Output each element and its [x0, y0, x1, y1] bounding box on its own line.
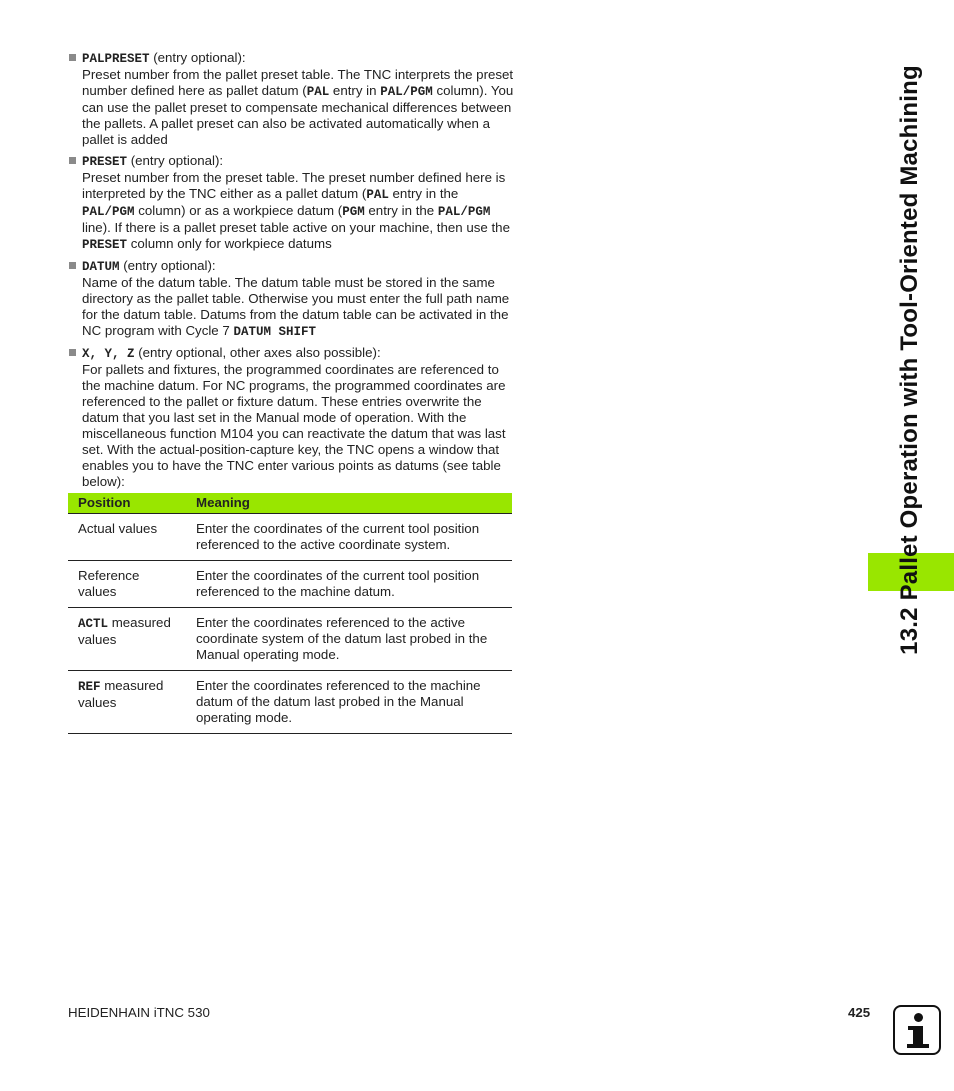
inline-code: PAL/PGM — [82, 205, 135, 219]
parameter-description — [82, 170, 514, 253]
position-cell — [68, 561, 186, 608]
list-item — [68, 258, 514, 340]
position-code: ACTL — [78, 617, 109, 631]
column-header-meaning: Meaning — [186, 493, 512, 514]
inline-code: PRESET — [82, 238, 128, 252]
table-body — [68, 514, 512, 734]
inline-code: DATUM SHIFT — [233, 325, 316, 339]
inline-code: PAL — [306, 85, 330, 99]
parameter-code: PRESET — [82, 155, 128, 169]
description-text: column only for workpiece datums — [127, 236, 332, 251]
parameter-description — [82, 67, 514, 148]
table-header-row — [68, 493, 512, 514]
side-title-text: 13.2 Pallet Operation with Tool-Oriented Machining — [896, 65, 923, 655]
page-number: 425 — [848, 1005, 871, 1020]
description-text: For pallets and fixtures, the programmed coordinates are referenced to the machine datum. For NC programs, the programmed coordinates are referenced to the pallet or fixture datum. These entries overwrite the datum that you last set in the Manual mode of operation. With the miscellaneous function M104 you can reactivate the datum that was last set. With the actual-position-capture key, the TNC opens a window that enables you to have the TNC enter various points as datums (see table below): — [82, 362, 506, 489]
description-text: column). You can use the pallet preset to compensate mechanical differences between the pallets. A pallet preset can also be activated automatically when a pallet is added — [82, 83, 514, 147]
position-label: measured values — [78, 615, 171, 647]
table-row — [68, 671, 512, 734]
position-table — [68, 493, 512, 734]
meaning-cell: Enter the coordinates referenced to the active coordinate system of the datum last probed in the Manual operating mode. — [186, 608, 512, 671]
meaning-cell: Enter the coordinates referenced to the machine datum of the datum last probed in the Manual operating mode. — [186, 671, 512, 734]
position-cell — [68, 514, 186, 561]
description-text: Preset number from the pallet preset table. The TNC interprets the preset number defined here as pallet datum ( — [82, 67, 514, 98]
table-row — [68, 514, 512, 561]
info-icon — [893, 1005, 941, 1055]
position-label: Reference values — [78, 568, 140, 599]
description-text: column) or as a workpiece datum ( — [134, 203, 343, 218]
position-cell — [68, 608, 186, 671]
position-cell — [68, 671, 186, 734]
description-text: entry in the — [388, 186, 459, 201]
footer-manual-title: HEIDENHAIN iTNC 530 — [68, 1005, 210, 1020]
meaning-cell: Enter the coordinates of the current tool position referenced to the active coordinate system. — [186, 514, 512, 561]
bullet-square-icon — [69, 54, 76, 61]
parameter-code: PALPRESET — [82, 52, 150, 66]
bullet-square-icon — [69, 349, 76, 356]
list-item — [68, 345, 514, 490]
inline-code: PAL/PGM — [380, 85, 433, 99]
description-text: Preset number from the preset table. The preset number defined here is interpreted by the TNC either as a pallet datum ( — [82, 170, 506, 201]
parameter-description — [82, 275, 514, 340]
parameter-note: (entry optional): — [149, 50, 246, 65]
inline-code: PAL — [366, 188, 389, 202]
parameter-note: (entry optional): — [127, 153, 224, 168]
position-code: REF — [78, 680, 101, 694]
parameter-code: DATUM — [82, 260, 120, 274]
list-item — [68, 153, 514, 253]
bullet-square-icon — [69, 262, 76, 269]
meaning-cell: Enter the coordinates of the current tool position referenced to the machine datum. — [186, 561, 512, 608]
inline-code: PGM — [342, 205, 365, 219]
position-label: Actual values — [78, 521, 158, 536]
description-text: Name of the datum table. The datum table must be stored in the same directory as the pallet table. Otherwise you must enter the full path name for the datum table. Datums from the datum table can be activated in the NC program with Cycle 7 — [82, 275, 510, 338]
parameter-list — [68, 50, 514, 490]
list-item — [68, 50, 514, 148]
main-content — [68, 50, 514, 495]
parameter-description — [82, 362, 514, 490]
position-label: measured values — [78, 678, 164, 710]
table-row — [68, 608, 512, 671]
column-header-position: Position — [68, 493, 186, 514]
parameter-note: (entry optional, other axes also possible): — [134, 345, 381, 360]
description-text: line). If there is a pallet preset table active on your machine, then use the — [82, 220, 510, 235]
bullet-square-icon — [69, 157, 76, 164]
table-row — [68, 561, 512, 608]
parameter-note: (entry optional): — [119, 258, 216, 273]
description-text: entry in the — [364, 203, 438, 218]
inline-code: PAL/PGM — [437, 205, 491, 219]
description-text: entry in — [329, 83, 381, 98]
parameter-code: X, Y, Z — [82, 347, 135, 361]
